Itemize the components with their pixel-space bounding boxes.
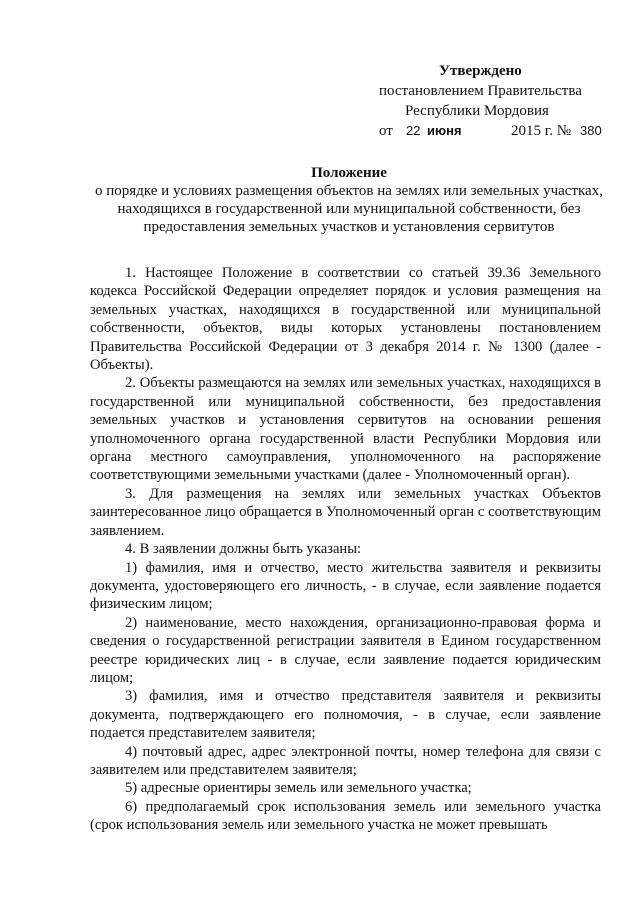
- approval-date: [379, 121, 619, 141]
- date-year: 2015 г. №: [511, 123, 572, 139]
- approval-line-1: постановлением Правительства: [379, 83, 582, 99]
- approval-title: Утверждено: [439, 63, 522, 79]
- paragraph-1: 1. Настоящее Положение в соответствии со статьей 39.36 Земельного кодекса Российской Федерации определяет порядок и условия размещения на земельных участках, находящихся в государственной или муниципальной собственности, объектов, виды которых установлены постановлением Правительства Российской Федерации от 3 декабря 2014 г. № 1300 (далее - Объекты).: [90, 265, 601, 374]
- date-number: 380: [580, 123, 602, 138]
- document-heading: [95, 164, 603, 236]
- list-item-1: 1) фамилия, имя и отчество, место жительства заявителя и реквизиты документа, удостоверяющего его личность, - в случае, если заявление подается физическим лицом;: [90, 559, 601, 613]
- document-subtitle: о порядке и условиях размещения объектов на землях или земельных участках, находящихся в государственной или муниципальной собственности, без предоставления земельных участков и установления сервитутов: [95, 183, 603, 235]
- paragraph-4: 4. В заявлении должны быть указаны:: [125, 541, 362, 558]
- date-day: 22: [406, 123, 421, 138]
- approval-line-2: Республики Мордовия: [405, 103, 549, 119]
- list-item-4: 4) почтовый адрес, адрес электронной почты, номер телефона для связи с заявителем или представителем заявителя;: [90, 743, 601, 778]
- date-prefix: от: [379, 123, 393, 139]
- list-item-2: 2) наименование, место нахождения, организационно-правовая форма и сведения о государственной регистрации заявителя в Едином государственном реестре юридических лиц - в случае, если заявление подается юридическим лицом;: [90, 614, 601, 686]
- list-item-5: 5) адресные ориентиры земель или земельного участка;: [125, 780, 472, 797]
- date-month: июня: [427, 123, 462, 138]
- approval-stamp: [379, 61, 619, 141]
- paragraph-3: 3. Для размещения на землях или земельных участках Объектов заинтересованное лицо обращается в Уполномоченный орган с соответствующим заявлением.: [90, 485, 601, 539]
- list-item-6: 6) предполагаемый срок использования земель или земельного участка (срок использования земель или земельного участка не может превышать: [90, 798, 601, 834]
- document-body: [90, 264, 601, 835]
- document-title: Положение: [311, 165, 387, 181]
- list-item-3: 3) фамилия, имя и отчество представителя заявителя и реквизиты документа, подтверждающего его полномочия, - в случае, если заявление подается представителем заявителя;: [90, 688, 601, 742]
- paragraph-2: 2. Объекты размещаются на землях или земельных участках, находящихся в государственной или муниципальной собственности, без предоставления земельных участков и установления сервитутов на основании решения уполномоченного органа государственной власти Республики Мордовия или органа местного самоуправления, уполномоченного на распоряжение соответствующими земельными участками (далее - Уполномоченный орган).: [90, 375, 601, 484]
